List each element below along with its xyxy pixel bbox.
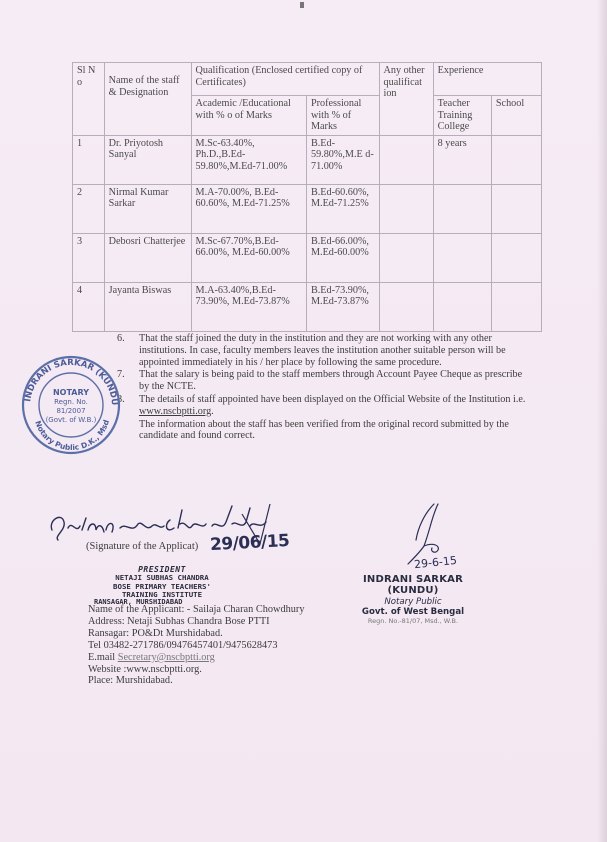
table-row (73, 135, 542, 184)
table-row (73, 282, 542, 331)
cell-name: Nirmal Kumar Sarkar (104, 184, 191, 233)
header-name: Name of the staff & Designation (104, 63, 191, 136)
note-7 (117, 369, 527, 393)
note-text: The details of staff appointed have been displayed on the Official Website of the Institution i.e. (139, 393, 526, 405)
seal-bottom-text: Notary Public D.K., Msd (33, 418, 111, 453)
cell-other (379, 233, 433, 282)
applicant-place: Place: Murshidabad. (88, 675, 173, 687)
seal-line-3: 81/2007 (56, 407, 86, 415)
stamp-line-1: PRESIDENT (138, 565, 186, 574)
notary-stamp (338, 574, 488, 625)
cell-professional: B.Ed-60.60%, M.Ed-71.25% (306, 184, 379, 233)
stamp-line-4: TRAINING INSTITUTE (121, 590, 203, 600)
cell-professional: B.Ed-73.90%, M.Ed-73.87% (306, 282, 379, 331)
cell-teacher-training (433, 233, 491, 282)
notary-stamp-title: Notary Public (384, 597, 442, 607)
cell-sl: 4 (73, 282, 105, 331)
page-edge-shadow (597, 0, 607, 842)
seal-line-4: (Govt. of W.B.) (45, 416, 97, 424)
president-stamp (96, 566, 228, 600)
table-header-row (73, 63, 542, 96)
note-number: 8. (117, 393, 125, 405)
applicant-email-line (88, 652, 304, 664)
cell-name: Jayanta Biswas (104, 282, 191, 331)
email-label: E.mail (88, 651, 118, 663)
stamp-line-5: RANSAGAR, MURSHIDABAD (94, 598, 183, 606)
notary-signature-date: 29-6-15 (413, 553, 458, 572)
cell-academic: M.A-70.00%, B.Ed-60.60%, M.Ed-71.25% (191, 184, 306, 233)
cell-other (379, 184, 433, 233)
cell-academic: M.A-63.40%,B.Ed-73.90%, M.Ed-73.87% (191, 282, 306, 331)
note-text-end: . (211, 405, 214, 417)
header-experience: Experience (433, 63, 541, 96)
applicant-name-line (88, 598, 305, 616)
note-6 (117, 333, 527, 368)
applicant-address-2: Ransagar: PO&Dt Murshidabad. (88, 627, 223, 639)
applicant-details (88, 598, 305, 687)
cell-school (491, 135, 541, 184)
cell-name: Debosri Chatterjee (104, 233, 191, 282)
cell-academic: M.Sc-67.70%,B.Ed-66.00%, M.Ed-60.00% (191, 233, 306, 282)
applicant-address: Address: Netaji Subhas Chandra Bose PTTI (88, 615, 270, 627)
cell-school (491, 184, 541, 233)
notary-stamp-govt: Govt. of West Bengal (361, 607, 465, 617)
applicant-website: Website :www.nscbptti.org. (88, 663, 202, 675)
cell-sl: 2 (73, 184, 105, 233)
cell-name: Dr. Priyotosh Sanyal (104, 135, 191, 184)
notary-seal (16, 348, 126, 458)
cell-other (379, 282, 433, 331)
seal-line-2: Regn. No. (54, 398, 88, 406)
note-text: That the staff joined the duty in the institution and they are not working with any other institutions. In case, faculty members leaves the institution another suitable person will be appointed immediately in his / her place by following the same procedure. (139, 333, 506, 368)
stamp-line-3: BOSE PRIMARY TEACHERS' (113, 581, 211, 591)
header-professional: Professional with % of Marks (306, 96, 379, 136)
cell-school (491, 282, 541, 331)
header-academic: Academic /Educational with % o of Marks (191, 96, 306, 136)
website-link[interactable]: www.nscbptti.org (139, 405, 212, 417)
note-number: 7. (117, 369, 125, 381)
signature-caption: (Signature of the Applicat) (86, 541, 199, 552)
seal-line-1: NOTARY (52, 388, 90, 397)
note-8 (117, 394, 527, 418)
verification-text: The information about the staff has been verified from the original record submitted by the candidate and found correct. (139, 418, 509, 442)
seal-top-text: INDRANI SARKAR (KUNDU (23, 357, 120, 406)
note-text: That the salary is being paid to the staff members through Account Payee Cheque as prescribe by the NCTE. (139, 369, 523, 393)
notary-stamp-name: INDRANI SARKAR (KUNDU) (362, 574, 464, 596)
note-number: 6. (117, 333, 125, 344)
declaration-notes (117, 333, 527, 442)
cell-other (379, 135, 433, 184)
header-school: School (491, 96, 541, 136)
cell-professional: B.Ed-59.80%,M.E d-71.00% (306, 135, 379, 184)
notary-stamp-regn: Regn. No.-81/07, Msd., W.B. (367, 617, 459, 625)
applicant-name: Name of the Applicant: - Sailaja Charan Chowdhury (88, 604, 305, 615)
cell-professional: B.Ed-66.00%, M.Ed-60.00% (306, 233, 379, 282)
header-qualification: Qualification (Enclosed certified copy of Certificates) (191, 63, 379, 96)
header-sl-no: Sl N o (73, 63, 105, 136)
cell-teacher-training (433, 184, 491, 233)
signature-date: 29/06/15 (209, 530, 290, 556)
table-row (73, 233, 542, 282)
cell-academic: M.Sc-63.40%, Ph.D.,B.Ed-59.80%,M.Ed-71.00% (191, 135, 306, 184)
cell-sl: 1 (73, 135, 105, 184)
cell-sl: 3 (73, 233, 105, 282)
applicant-tel: Tel 03482-271786/09476457401/9475628473 (88, 639, 278, 651)
table-row (73, 184, 542, 233)
cell-school (491, 233, 541, 282)
scan-mark (300, 2, 304, 8)
staff-table (72, 62, 542, 332)
cell-teacher-training: 8 years (433, 135, 491, 184)
stamp-line-2: NETAJI SUBHAS CHANDRA (115, 573, 209, 583)
cell-teacher-training (433, 282, 491, 331)
header-other-qualification: Any other qualificat ion (379, 63, 433, 136)
email-link[interactable]: Secretary@nscbptti.org (117, 651, 215, 663)
header-teacher-training: Teacher Training College (433, 96, 491, 136)
